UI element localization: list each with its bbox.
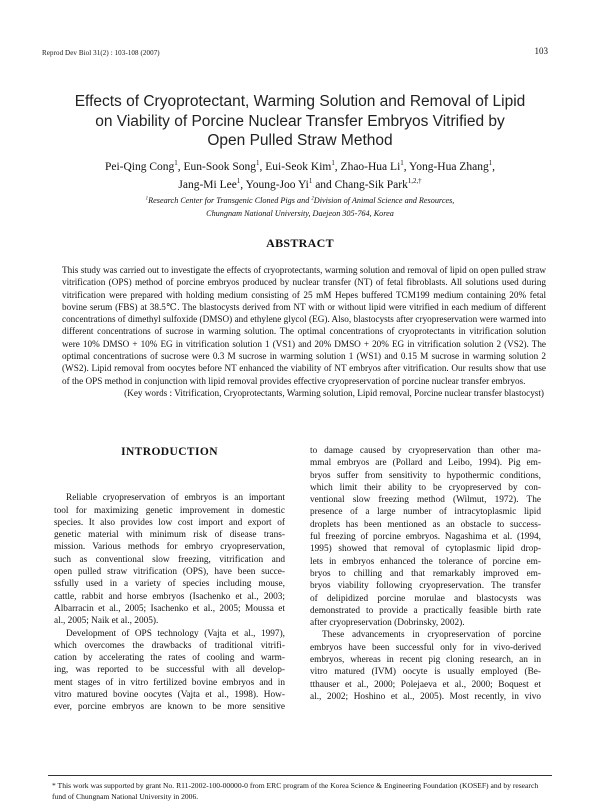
text-line: embryos, whereas in recent pig cloning research, an in: [310, 655, 541, 666]
title-line: Effects of Cryoprotectant, Warming Solution and Removal of Lipid: [74, 93, 526, 110]
text-line: Albarracin et al., 2005; Isachenko et al., 2005; Moussa et: [54, 603, 285, 614]
text-line: cation by accelerating the rates of cooling and warm-: [54, 653, 285, 664]
text-line: open pulled straw vitrification (OPS), have been succe-: [54, 567, 285, 578]
text-line: ment stages of in vitro fertilized bovine embryos and in: [54, 677, 285, 688]
text-line: embryos have been successful only for in vivo-derived: [310, 642, 541, 653]
text-line: ventional slow freezing method (Wilmut, 1972). The: [310, 495, 541, 506]
author-list: [40, 158, 560, 194]
abstract-text: This study was carried out to investigate the effects of cryoprotectants, warming solution and removal of lipid on open pulled straw vitrification (OPS) method of porcine embryos produced by nuclear transfer (NT) of fetal fibroblasts. All solutions used during vitrification were prepared with holding medium consisting of 25 mM Hepes buffered TCM199 medium containing 20% fetal bovine serum (FBS) at 38.5℃. The blastocysts derived from NT with or without lipid were vitrified in each medium of different concentrations of dimethyl sulfoxide (DMSO) and ethylene glycol (EG). Also, blastocysts after cryopreservation were warmed into different concentrations of sucrose in warming solution. The optimal concentrations of cryoprotectants in vitrification solution were 10% DMSO + 10% EG in vitrification solution 1 (VS1) and 20% DMSO + 20% EG in vitrification solution 2 (VS2). The optimal concentrations of sucrose were 0.3 M sucrose in warming solution 1 (WS1) and 0.15 M sucrose in warming solution 2 (WS2). Lipid removal from oocytes before NT enhanced the viability of NT embryos after vitrification. Our results show that use of the OPS method in conjunction with lipid removal provides effective cryopreservation of porcine nuclear transfer embryos.: [62, 265, 546, 386]
affiliation-mark: 2: [311, 196, 314, 202]
text-line: genetic material with minimum risk of disease trans-: [54, 530, 285, 541]
article-title: [40, 92, 560, 151]
text-line: ful freezing of porcine embryos. Nagashima et al. (1994,: [310, 532, 541, 543]
text-line: such as conventional slow freezing, vitrification and: [54, 554, 285, 565]
text-line: presence of a large number of intracytoplasmic lipid: [310, 507, 541, 518]
text-line: species. It also provides low cost import and export of: [54, 517, 285, 528]
text-line: vitro matured (IVM) oocyte is usually employed (Be-: [310, 667, 541, 678]
author-name: , Yong-Hua Zhang: [403, 161, 489, 173]
text-line: after cryopreservation (Dobrinsky, 2002).: [310, 618, 465, 629]
affiliation-mark: 1: [236, 178, 241, 186]
affiliation-mark: 1,2,†: [407, 178, 422, 186]
author-name: Jang-Mi Lee: [178, 179, 237, 191]
affiliation-mark: 1: [400, 160, 404, 168]
author-name: and Chang-Sik Park: [312, 179, 408, 191]
title-line: Open Pulled Straw Method: [207, 132, 393, 149]
text-line: lets in embryos enhanced the tolerance of porcine em-: [310, 556, 541, 567]
author-line-2: [40, 176, 560, 194]
author-name: , Eun-Sook Song: [177, 161, 257, 173]
affiliation-mark: 1: [488, 160, 493, 168]
text-line: al., 2005; Naik et al., 2005).: [54, 616, 159, 627]
right-column: [310, 445, 541, 703]
title-line: on Viability of Porcine Nuclear Transfer Embryos Vitrified by: [95, 112, 505, 130]
affiliation-mark: 1: [145, 196, 149, 202]
text-line: to damage caused by cryopreservation than other ma-: [310, 446, 541, 456]
introduction-body-left: [54, 492, 285, 713]
text-line: demonstrated to provide a practically feasible birth rate: [310, 605, 541, 616]
affiliation-text: Division of Animal Science and Resources,: [313, 196, 455, 205]
text-line: 1995) showed that removal of cytoplasmic lipid drop-: [310, 544, 541, 555]
text-line: tool for maximizing genetic improvement in domestic: [54, 505, 285, 516]
keywords: (Key words : Vitrification, Cryoprotectants, Warming solution, Lipid removal, Porcine nuclear transfer blastocyst): [124, 387, 544, 398]
author-line-1: [40, 158, 560, 176]
affiliation-line-1: [40, 194, 560, 207]
text-line: ing, was reported to be successful with all develop-: [54, 665, 285, 676]
text-line: vitro matured bovine oocytes (Vajta et al., 1998). How-: [54, 690, 285, 701]
text-line: ever, porcine embryos are known to be more sensitive: [54, 702, 285, 713]
text-line: ssfully used in a variety of species including mouse,: [54, 579, 285, 590]
affiliation-mark: 1: [256, 160, 260, 168]
introduction-heading: INTRODUCTION: [121, 446, 218, 458]
affiliation-mark: 1: [308, 178, 313, 186]
text-line: al., 2002; Hoshino et al., 2005). Most recently, in vivo: [310, 691, 541, 702]
text-line: of delipidized porcine morulae and blastocysts was: [310, 593, 541, 604]
page-number: 103: [534, 46, 548, 56]
funding-footnote: * This work was supported by grant No. R11-2002-100-00000-0 from ERC program of the Korea Science & Engineering Foundation (KOSEF) and by research fund of Chungnam National University in 2006.: [52, 781, 539, 801]
text-line: which limit their ability to be cryopreserved by con-: [310, 482, 541, 493]
author-name: , Eui-Seok Kim: [259, 161, 332, 173]
text-line: cattle, rabbit and horse embryos (Isachenko et al., 2003;: [54, 591, 285, 602]
separator: ,: [492, 161, 496, 173]
text-line: droplets has been mentioned as an obstacle to success-: [310, 519, 541, 530]
affiliations: [40, 194, 560, 220]
text-line: tthauser et al., 2000; Polejaeva et al., 2000; Boquest et: [310, 679, 541, 690]
text-line: which overcomes the drawbacks of traditional vitrifi-: [54, 640, 285, 651]
running-head: Reprod Dev Biol 31(2) : 103-108 (2007): [42, 49, 160, 57]
text-line: bryos viability following cryopreservation. The transfer: [310, 581, 541, 592]
text-line: bryos suffer from sensitivity to hypothermic conditions,: [310, 470, 541, 481]
text-line: Development of OPS technology (Vajta et al., 1997),: [66, 628, 285, 639]
affiliation-mark: 1: [174, 160, 178, 168]
author-name: Pei-Qing Cong: [104, 161, 175, 173]
introduction-body-right: [310, 445, 541, 703]
author-name: , Zhao-Hua Li: [334, 161, 401, 173]
text-line: mission. Various methods for embryo cryopreservation,: [54, 542, 285, 553]
left-column: [54, 446, 285, 714]
affiliation-mark: 1: [331, 160, 335, 168]
text-line: These advancements in cryopreservation of porcine: [322, 630, 541, 641]
text-line: mmal embryos are (Pollard and Leibo, 1994). Pig em-: [310, 458, 541, 469]
text-line: bryos to chilling and that remarkably improved em-: [310, 568, 541, 579]
abstract-heading: ABSTRACT: [266, 236, 334, 250]
text-line: Reliable cryopreservation of embryos is an important: [66, 493, 285, 504]
abstract: [62, 264, 546, 399]
affiliation-line-2: Chungnam National University, Daejeon 305-764, Korea: [206, 209, 394, 218]
footnote-rule: [48, 775, 552, 776]
author-name: , Young-Joo Yi: [240, 179, 309, 191]
affiliation-text: Research Center for Transgenic Cloned Pigs and: [148, 196, 312, 205]
